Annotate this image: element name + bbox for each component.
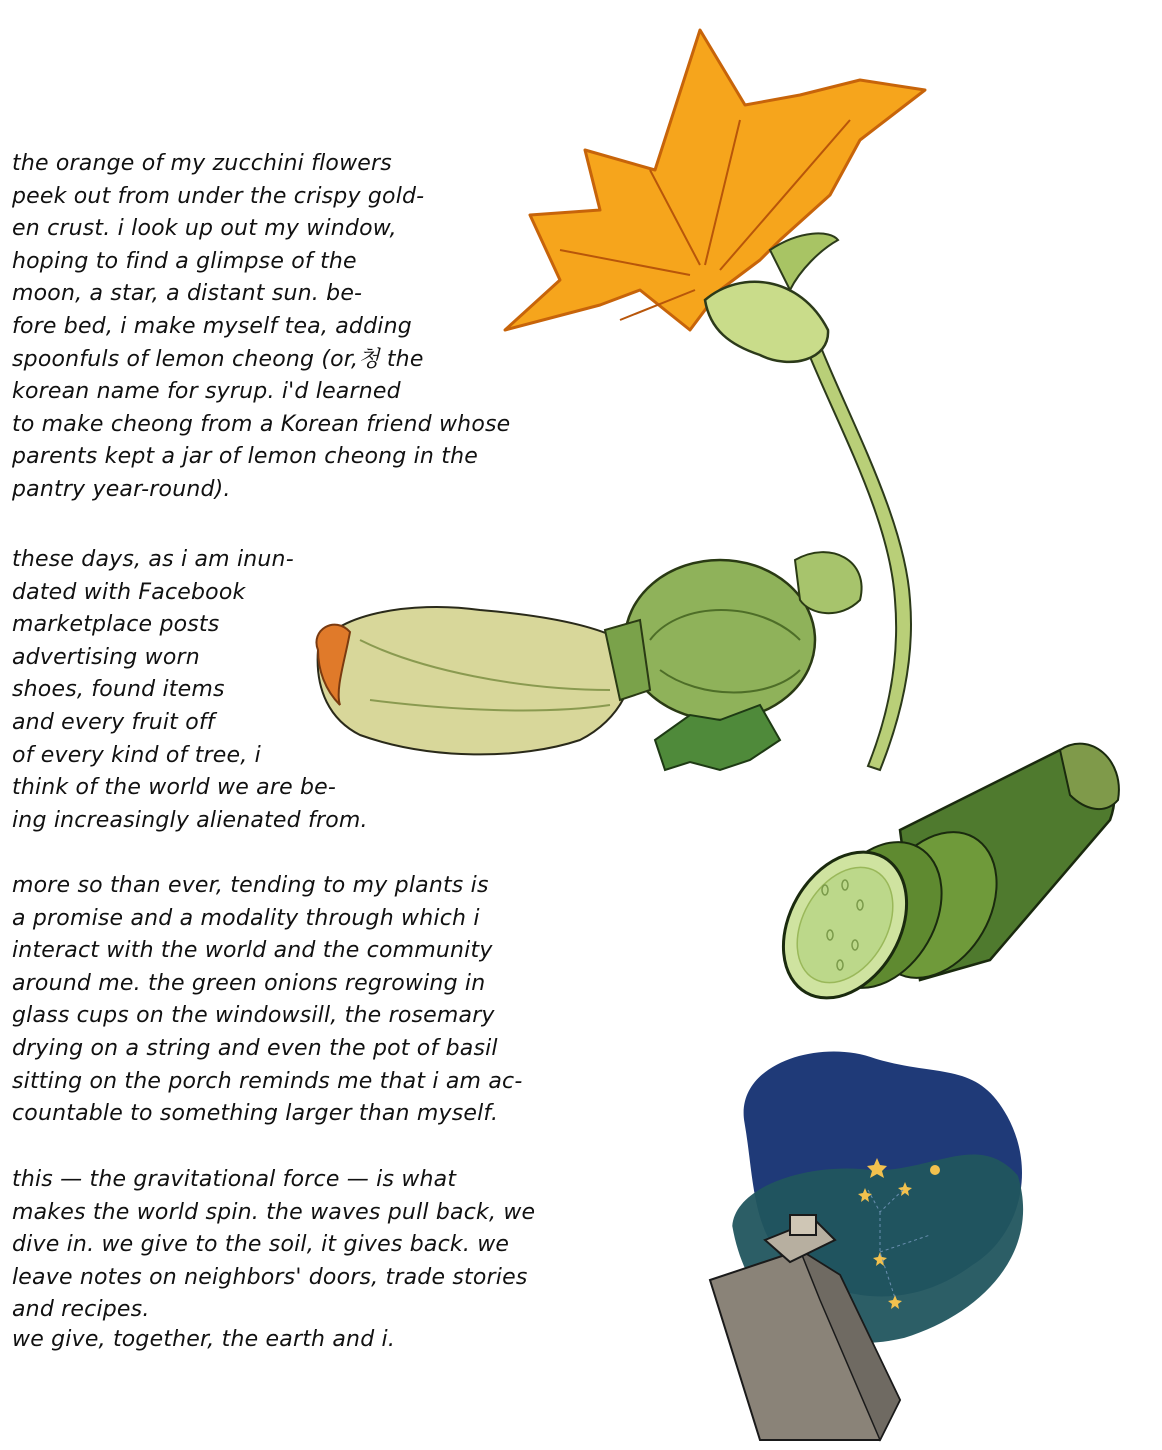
- sliced-zucchini-illustration: [758, 744, 1119, 1020]
- text-line: around me. the green onions regrowing in: [12, 970, 486, 996]
- text-line: these days, as i am inun-: [12, 547, 294, 572]
- text-line: dated with Facebook: [12, 579, 246, 605]
- paragraph-5: [12, 1324, 395, 1357]
- text-line: peek out from under the crispy gold-: [12, 183, 425, 209]
- text-line: this — the gravitational force — is what: [12, 1167, 457, 1192]
- text-line: makes the world spin. the waves pull back, we: [12, 1199, 536, 1225]
- text-line: leave notes on neighbors' doors, trade stories: [12, 1264, 528, 1290]
- text-line: more so than ever, tending to my plants is: [12, 873, 489, 898]
- text-line: interact with the world and the community: [12, 938, 493, 964]
- text-line: a promise and a modality through which i: [12, 905, 480, 931]
- text-line: of every kind of tree, i: [12, 742, 261, 768]
- text-line: countable to something larger than myself.: [12, 1101, 499, 1127]
- text-line: sitting on the porch reminds me that i am ac-: [12, 1068, 523, 1094]
- text-line: the orange of my zucchini flowers: [12, 151, 392, 176]
- text-line: and every fruit off: [12, 709, 215, 735]
- zucchini-bud-illustration: [316, 552, 861, 770]
- text-line: advertising worn: [12, 644, 200, 670]
- paragraph-4: [12, 1164, 535, 1327]
- paragraph-1: [12, 148, 510, 507]
- text-line: ing increasingly alienated from.: [12, 807, 368, 833]
- text-line: parents kept a jar of lemon cheong in the: [12, 444, 478, 470]
- text-line: think of the world we are be-: [12, 775, 337, 801]
- text-line: glass cups on the windowsill, the rosemary: [12, 1003, 495, 1029]
- text-line: drying on a string and even the pot of basil: [12, 1035, 498, 1061]
- text-line: we give, together, the earth and i.: [12, 1327, 396, 1352]
- text-line: spoonfuls of lemon cheong (or,청 the: [12, 346, 424, 372]
- text-line: korean name for syrup. i'd learned: [12, 379, 401, 405]
- text-line: pantry year-round).: [12, 476, 231, 502]
- text-line: to make cheong from a Korean friend whose: [12, 411, 511, 437]
- night-sky-illustration: [705, 1021, 1048, 1440]
- text-line: fore bed, i make myself tea, adding: [12, 313, 412, 339]
- text-line: moon, a star, a distant sun. be-: [12, 281, 363, 307]
- paragraph-2: [12, 544, 368, 837]
- text-line: hoping to find a glimpse of the: [12, 248, 357, 274]
- text-line: en crust. i look up out my window,: [12, 216, 397, 242]
- text-line: marketplace posts: [12, 612, 220, 638]
- text-line: dive in. we give to the soil, it gives back. we: [12, 1232, 510, 1258]
- paragraph-3: [12, 870, 522, 1131]
- text-line: and recipes.: [12, 1297, 150, 1323]
- text-line: shoes, found items: [12, 677, 225, 703]
